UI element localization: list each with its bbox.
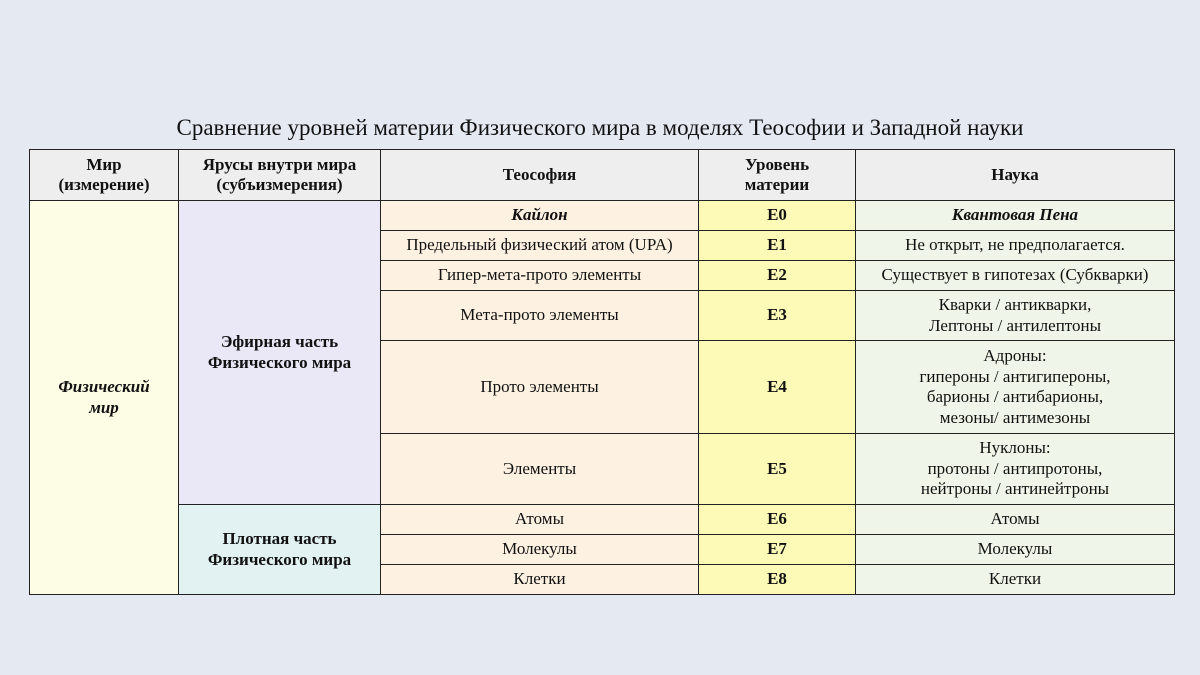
science-cell: Нуклоны: протоны / антипротоны, нейтроны / антинейтроны [856,434,1175,505]
science-cell: Не открыт, не предполагается. [856,231,1175,261]
header-tiers: Ярусы внутри мира (субъизмерения) [179,150,381,201]
level-cell: E6 [699,505,856,535]
theosophy-cell: Мета-прото элементы [381,291,699,341]
science-cell: Атомы [856,505,1175,535]
comparison-table [29,149,1175,595]
level-cell: E8 [699,565,856,595]
science-cell: Существует в гипотезах (Субкварки) [856,261,1175,291]
theosophy-cell: Клетки [381,565,699,595]
tier-etheric-cell: Эфирная часть Физического мира [179,201,381,505]
level-cell: E5 [699,434,856,505]
science-cell: Кварки / антикварки, Лептоны / антилептоны [856,291,1175,341]
level-cell: E4 [699,341,856,434]
page-title: Сравнение уровней материи Физического мира в моделях Теософии и Западной науки [176,115,1024,140]
level-cell: E2 [699,261,856,291]
level-cell: E3 [699,291,856,341]
level-cell: E0 [699,201,856,231]
level-cell: E7 [699,535,856,565]
header-row [30,150,1175,201]
header-world: Мир (измерение) [30,150,179,201]
table-row [30,201,1175,231]
header-science: Наука [856,150,1175,201]
tier-dense-cell: Плотная часть Физического мира [179,505,381,595]
theosophy-cell: Атомы [381,505,699,535]
header-level: Уровень материи [699,150,856,201]
science-cell: Адроны: гипероны / антигипероны, барионы / антибарионы, мезоны/ антимезоны [856,341,1175,434]
theosophy-cell: Элементы [381,434,699,505]
science-cell: Клетки [856,565,1175,595]
header-theosophy: Теософия [381,150,699,201]
theosophy-cell: Молекулы [381,535,699,565]
theosophy-cell: Прото элементы [381,341,699,434]
theosophy-cell: Предельный физический атом (UPA) [381,231,699,261]
table-row [30,505,1175,535]
science-cell: Молекулы [856,535,1175,565]
world-cell: Физический мир [30,201,179,595]
science-cell: Квантовая Пена [856,201,1175,231]
level-cell: E1 [699,231,856,261]
theosophy-cell: Гипер-мета-прото элементы [381,261,699,291]
theosophy-cell: Кайлон [381,201,699,231]
